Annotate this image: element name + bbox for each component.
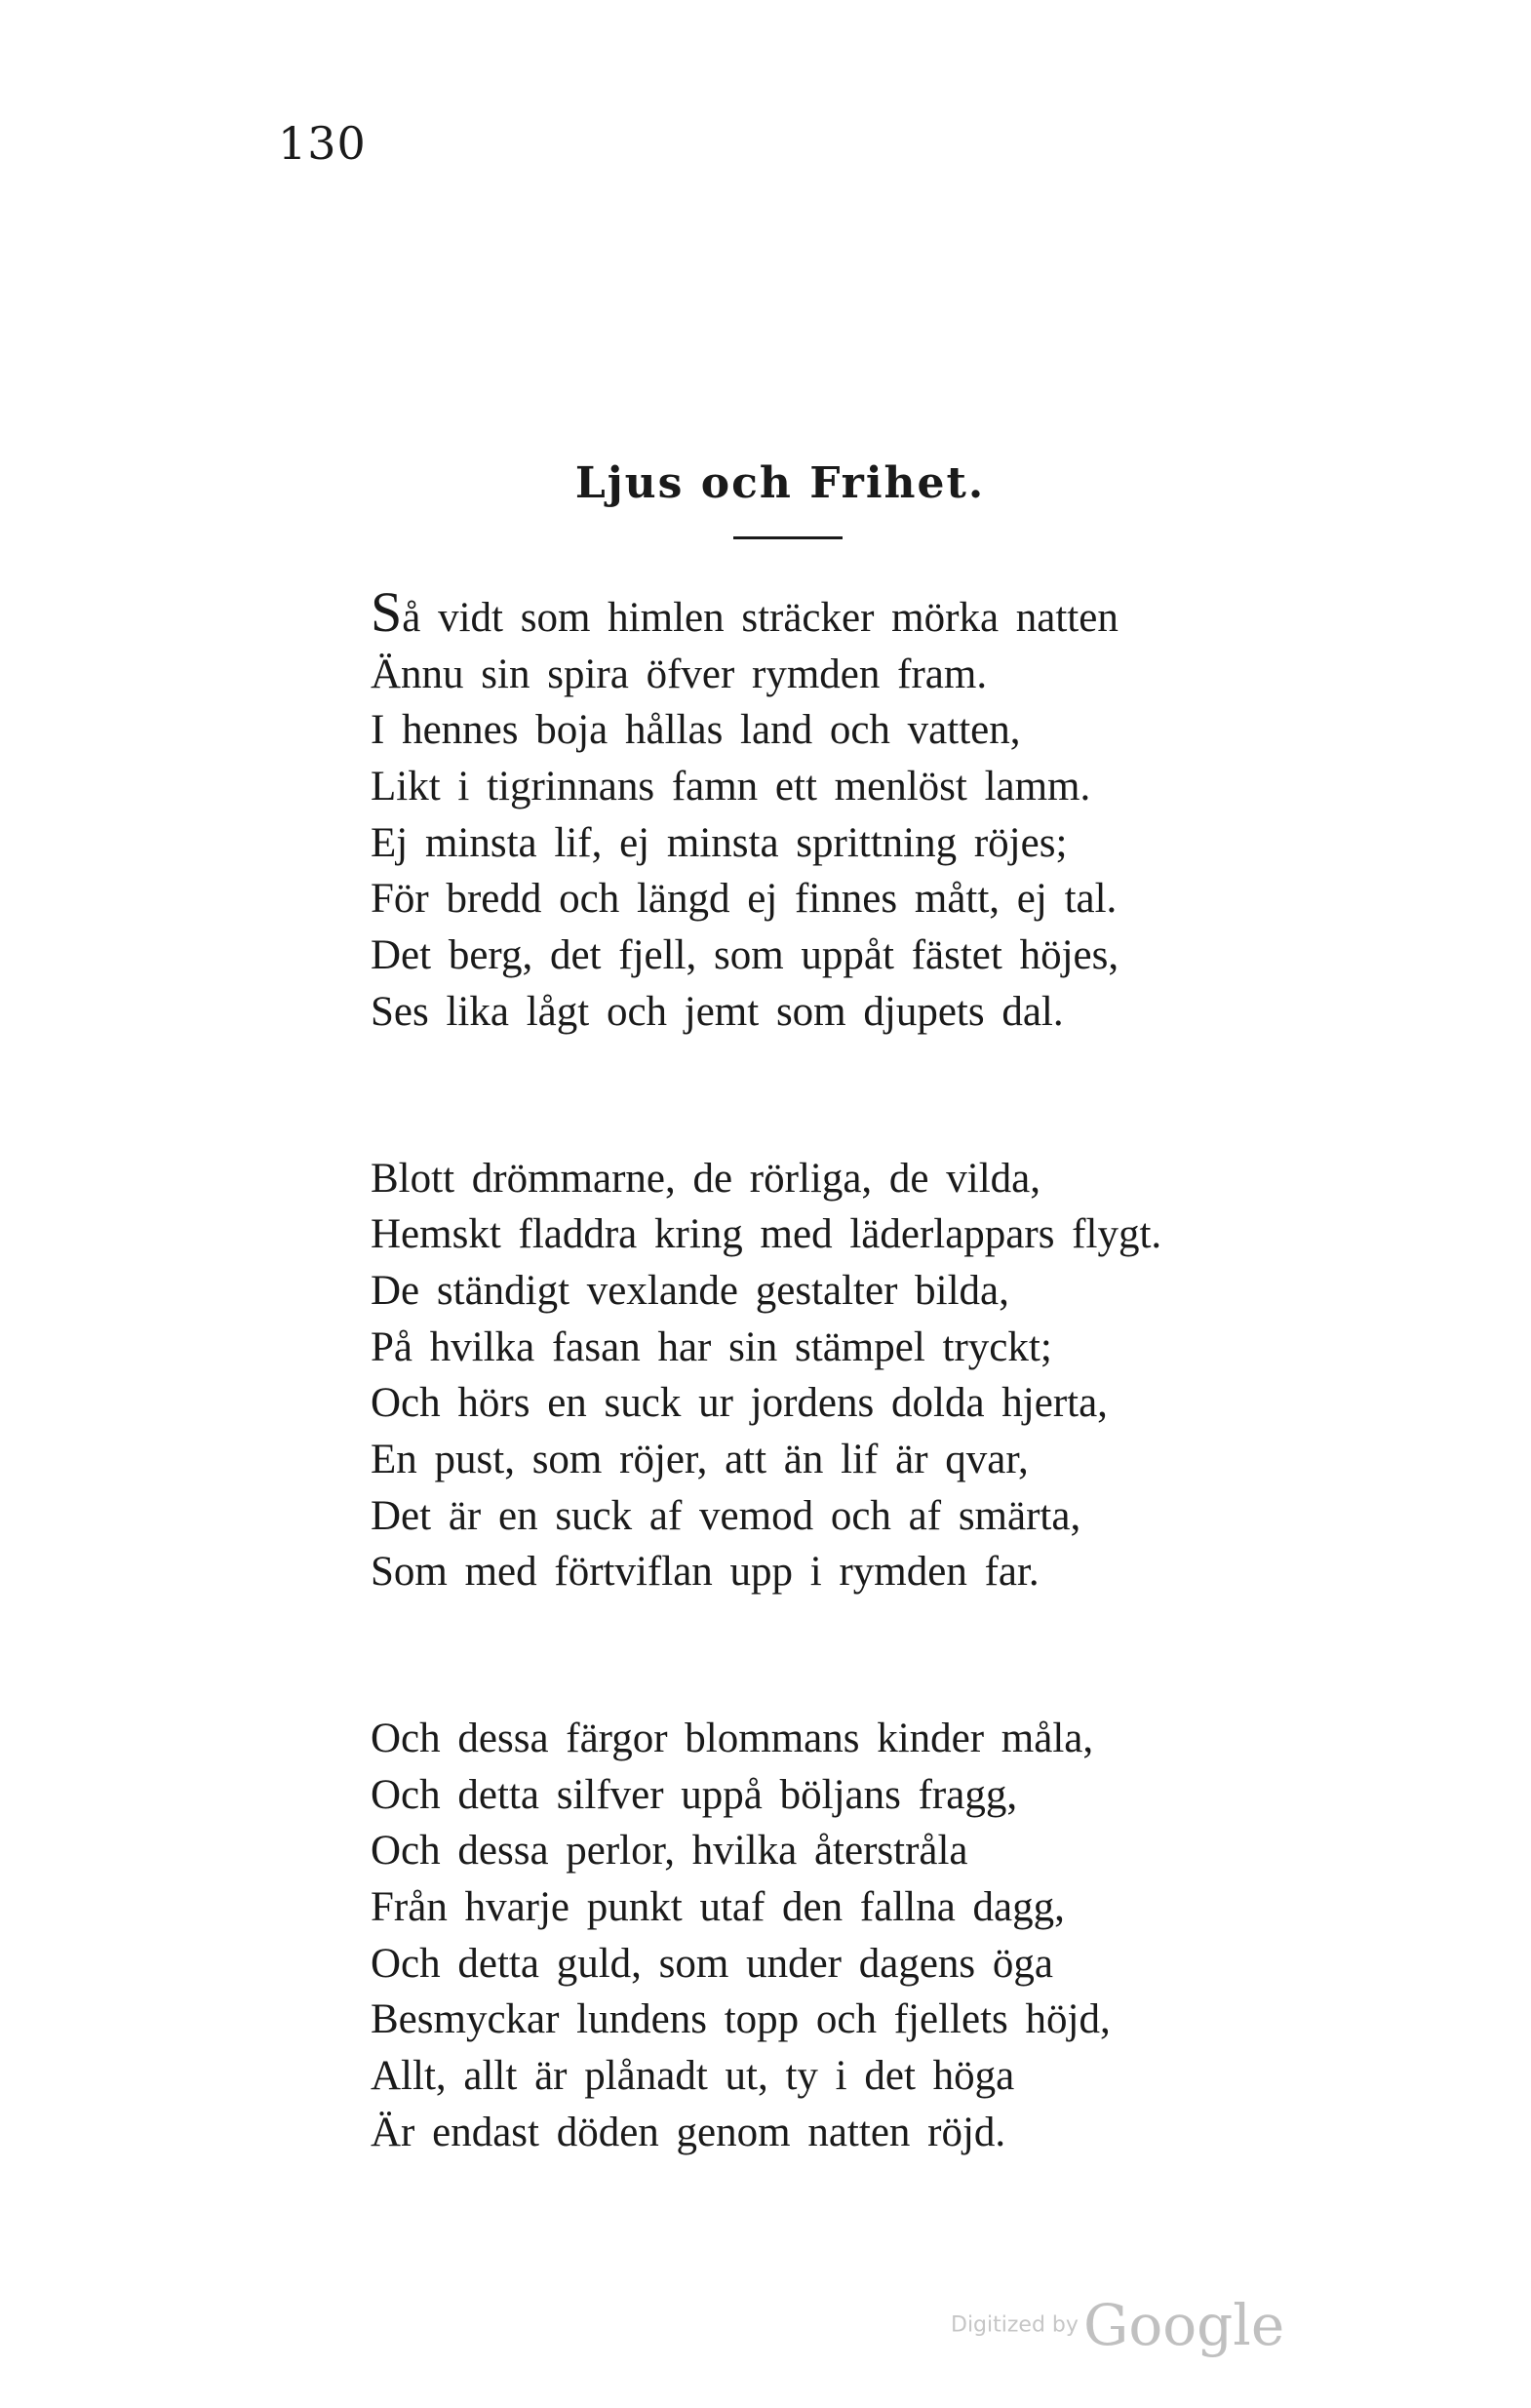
stanza-2 — [371, 1151, 1404, 1601]
poem-line — [371, 580, 1404, 647]
poem-line: Och detta silfver uppå böljans fragg, — [371, 1771, 1018, 1818]
stanza-1 — [371, 580, 1404, 1041]
poem-line: Blott drömmarne, de rörliga, de vilda, — [371, 1155, 1040, 1202]
poem-line: En pust, som röjer, att än lif är qvar, — [371, 1436, 1029, 1482]
watermark-prefix: Digitized by — [951, 2312, 1079, 2338]
poem-line: Ej minsta lif, ej minsta sprittning röjes; — [371, 819, 1068, 866]
poem-line: Och dessa perlor, hvilka återstråla — [371, 1828, 968, 1875]
poem-line: Och hörs en suck ur jordens dolda hjerta, — [371, 1380, 1108, 1427]
poem-line: Och detta guld, som under dagens öga — [371, 1940, 1053, 1987]
poem-line: Ännu sin spira öfver rymden fram. — [371, 651, 988, 697]
stanza-3 — [371, 1711, 1404, 2161]
title-rule — [733, 536, 843, 539]
poem-line: Likt i tigrinnans famn ett menlöst lamm. — [371, 764, 1091, 810]
poem-line: Det berg, det fjell, som uppåt fästet höjes, — [371, 932, 1119, 979]
poem-line-text: å vidt som himlen sträcker mörka natten — [402, 595, 1119, 641]
poem-title: Ljus och Frihet. — [574, 458, 986, 508]
poem-line: De ständigt vexlande gestalter bilda, — [371, 1267, 1009, 1314]
poem-line: I hennes boja hållas land och vatten, — [371, 707, 1021, 754]
poem-line: Det är en suck af vemod och af smärta, — [371, 1492, 1081, 1539]
poem-line: Allt, allt är plånadt ut, ty i det höga — [371, 2053, 1015, 2100]
poem-line: Och dessa färgor blommans kinder måla, — [371, 1716, 1094, 1761]
poem-line: Är endast döden genom natten röjd. — [371, 2109, 1006, 2155]
poem-line: Ses lika lågt och jemt som djupets dal. — [371, 988, 1064, 1035]
digitized-watermark — [951, 2292, 1284, 2358]
poem-body — [371, 580, 1404, 2161]
poem-line: Hemskt fladdra kring med läderlappars flygt. — [371, 1211, 1162, 1258]
watermark-brand: Google — [1083, 2292, 1285, 2358]
drop-cap: S — [371, 580, 403, 644]
poem-line: För bredd och längd ej finnes mått, ej tal. — [371, 876, 1118, 923]
poem-line: Som med förtviflan upp i rymden far. — [371, 1549, 1040, 1596]
poem-line: På hvilka fasan har sin stämpel tryckt; — [371, 1323, 1052, 1370]
page-number: 130 — [278, 117, 367, 170]
poem-line: Från hvarje punkt utaf den fallna dagg, — [371, 1884, 1065, 1931]
poem-line: Besmyckar lundens topp och fjellets höjd, — [371, 1996, 1111, 2043]
